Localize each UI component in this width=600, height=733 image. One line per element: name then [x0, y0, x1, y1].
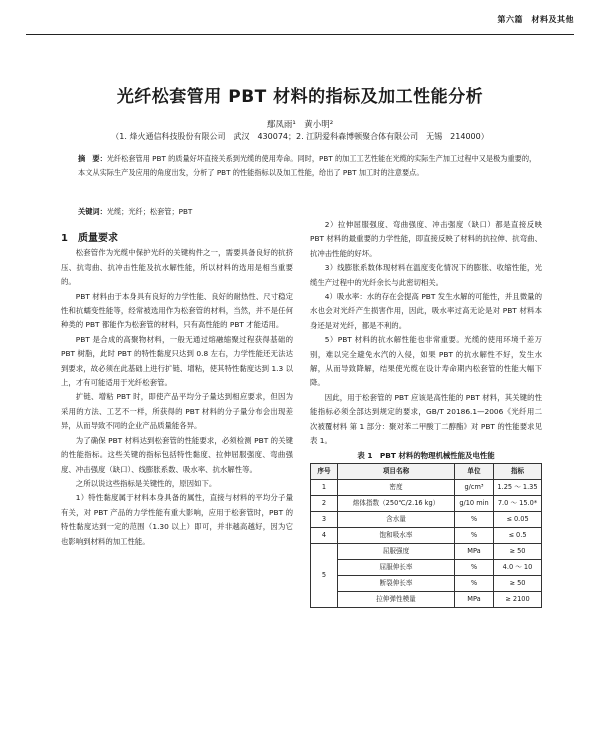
- paragraph: 5）PBT 材料的抗水解性能也非常重要。光缆的使用环境千差万别，难以完全避免水汽的入侵，如果 PBT 的抗水解性不好，发生水解，从而导致降解，结果使光缆在设计寿命期内松套管的性能大幅下降。: [310, 335, 542, 388]
- properties-table: [310, 463, 542, 608]
- cell-unit: %: [455, 511, 494, 527]
- keywords-text: 光缆；光纤；松套管；PBT: [106, 207, 193, 216]
- table-row: [311, 511, 542, 527]
- paragraph: 3）线膨胀系数体现材料在温度变化情况下的膨胀、收缩性能，光缆生产过程中的光纤余长与此密切相关。: [310, 263, 542, 287]
- cell-unit: %: [455, 559, 494, 575]
- cell-name: 拉伸弹性模量: [338, 591, 455, 607]
- authors: 鄢凤雨¹ 黄小明²: [266, 120, 334, 130]
- cell-value: 1.25 ～ 1.35: [494, 479, 542, 495]
- cell-no: 2: [311, 495, 338, 511]
- cell-name: 密度: [338, 479, 455, 495]
- cell-unit: %: [455, 527, 494, 543]
- paper-title: 光纤松套管用 PBT 材料的指标及加工性能分析: [116, 87, 484, 107]
- cell-unit: MPa: [455, 543, 494, 559]
- table-row: [311, 543, 542, 559]
- affiliations: （1. 烽火通信科技股份有限公司 武汉 430074；2. 江阴爱科森博顿聚合体有限公司 无锡 214000）: [111, 132, 489, 141]
- paragraph: 扩链、增粘 PBT 时，即使产品平均分子量达到相应要求，但因为采用的方法、工艺不一样，所获得的 PBT 材料的分子量分布会出现差异，从而导致不同的企业产品质量能各异。: [61, 392, 293, 431]
- cell-no: 5: [311, 543, 338, 607]
- header-unit: 单位: [455, 463, 494, 479]
- left-column: [61, 232, 293, 549]
- cell-no: 4: [311, 527, 338, 543]
- cell-no: 3: [311, 511, 338, 527]
- cell-unit: g/cm³: [455, 479, 494, 495]
- header-name: 项目名称: [338, 463, 455, 479]
- abstract: [78, 152, 540, 179]
- cell-name: 屈服伸长率: [338, 559, 455, 575]
- cell-name: 含水量: [338, 511, 455, 527]
- paragraph: 松套管作为光缆中保护光纤的关键构件之一，需要具备良好的抗挤压、抗弯曲、抗冲击性能及抗水解性能，所以材料的选用是相当重要的。: [61, 248, 293, 287]
- table-row: [311, 495, 542, 511]
- table-caption: 表 1 PBT 材料的物理机械性能及电性能: [357, 450, 495, 460]
- cell-value: ≥ 50: [494, 575, 542, 591]
- cell-unit: g/10 min: [455, 495, 494, 511]
- table-row: [311, 591, 542, 607]
- cell-value: ≥ 50: [494, 543, 542, 559]
- paragraph: 之所以说这些指标是关键性的，原因如下。: [75, 478, 217, 488]
- cell-name: 熔体指数（250℃/2.16 kg）: [338, 495, 455, 511]
- table-row: [311, 575, 542, 591]
- keywords-label: 关键词：: [78, 207, 107, 216]
- cell-value: ≥ 2100: [494, 591, 542, 607]
- cell-name: 断裂伸长率: [338, 575, 455, 591]
- table-header-row: [311, 463, 542, 479]
- cell-value: 4.0 ～ 10: [494, 559, 542, 575]
- cell-no: 1: [311, 479, 338, 495]
- abstract-label: 摘 要：: [78, 154, 107, 163]
- abstract-text: 光纤松套管用 PBT 的质量好坏直接关系到光缆的使用寿命。同时，PBT 的加工工艺性能在光缆的实际生产加工过程中又是极为重要的，本文从实际生产及应用的角度出发，分析了 PBT 的性能指标以及加工性能，给出了 PBT 加工时的注意要点。: [78, 154, 537, 177]
- cell-value: ≤ 0.5: [494, 527, 542, 543]
- header-no: 序号: [311, 463, 338, 479]
- cell-value: ≤ 0.05: [494, 511, 542, 527]
- cell-unit: MPa: [455, 591, 494, 607]
- paragraph: PBT 是合成的高聚物材料，一般无通过熔融缩聚过程获得基础的 PBT 树脂，此时 PBT 的特性黏度只达到 0.8 左右，力学性能还无法达到要求，故必须在此基础上进行扩链、增粘，使其特性黏度达到 1.3 以上，才有可能适用于光纤松套管。: [61, 334, 293, 388]
- right-column: [310, 218, 542, 608]
- header-value: 指标: [494, 463, 542, 479]
- table-row: [311, 479, 542, 495]
- paragraph: 因此，用于松套管的 PBT 应该是高性能的 PBT 材料，其关键的性能指标必须全部达到规定的要求，GB/T 20186.1—2006《光纤用二次被覆材料 第 1 部分：聚对苯二甲酸丁二醇酯》对 PBT 的性能要求见表 1。: [310, 392, 542, 446]
- header-rule: [26, 34, 574, 35]
- paragraph: 4）吸水率：水的存在会提高 PBT 发生水解的可能性，并且微量的水也会对光纤产生损害作用，因此，吸水率过高无论是对 PBT 材料本身还是对光纤，都是不利的。: [310, 292, 542, 330]
- cell-name: 屈服强度: [338, 543, 455, 559]
- table-row: [311, 559, 542, 575]
- table-row: [311, 527, 542, 543]
- paragraph: PBT 材料由于本身具有良好的力学性能、良好的耐热性、尺寸稳定性和抗蠕变性能等，经常被选用作为松套管的材料，当然，并不是任何种类的 PBT 都能作为松套管的材料，只有高性能的 PBT 才能适用。: [61, 291, 293, 330]
- cell-value: 7.0 ～ 15.0*: [494, 495, 542, 511]
- paragraph: 2）拉伸屈服强度、弯曲强度、冲击强度（缺口）都是直接反映 PBT 材料的最重要的力学性能，即直接反映了材料的抗拉伸、抗弯曲、抗冲击性能的好坏。: [310, 220, 542, 258]
- keywords: [78, 207, 540, 217]
- cell-name: 饱和吸水率: [338, 527, 455, 543]
- paragraph: 为了确保 PBT 材料达到松套管的性能要求，必须检测 PBT 的关键的性能指标。这些关键的指标包括特性黏度、拉伸屈服强度、弯曲强度、冲击强度（缺口）、线膨胀系数、吸水率、抗水解性等。: [61, 435, 293, 474]
- running-header: 第六篇 材料及其他: [497, 15, 574, 24]
- paragraph: 1）特性黏度属于材料本身具备的属性，直接与材料的平均分子量有关，对 PBT 产品的力学性能有重大影响，应用于松套管时，PBT 的特性黏度达到一定的范围（1.30 以上）即可，并非越高越好，因为它也影响到材料的加工性能。: [61, 493, 293, 546]
- section-heading: 1 质量要求: [61, 233, 118, 244]
- cell-unit: %: [455, 575, 494, 591]
